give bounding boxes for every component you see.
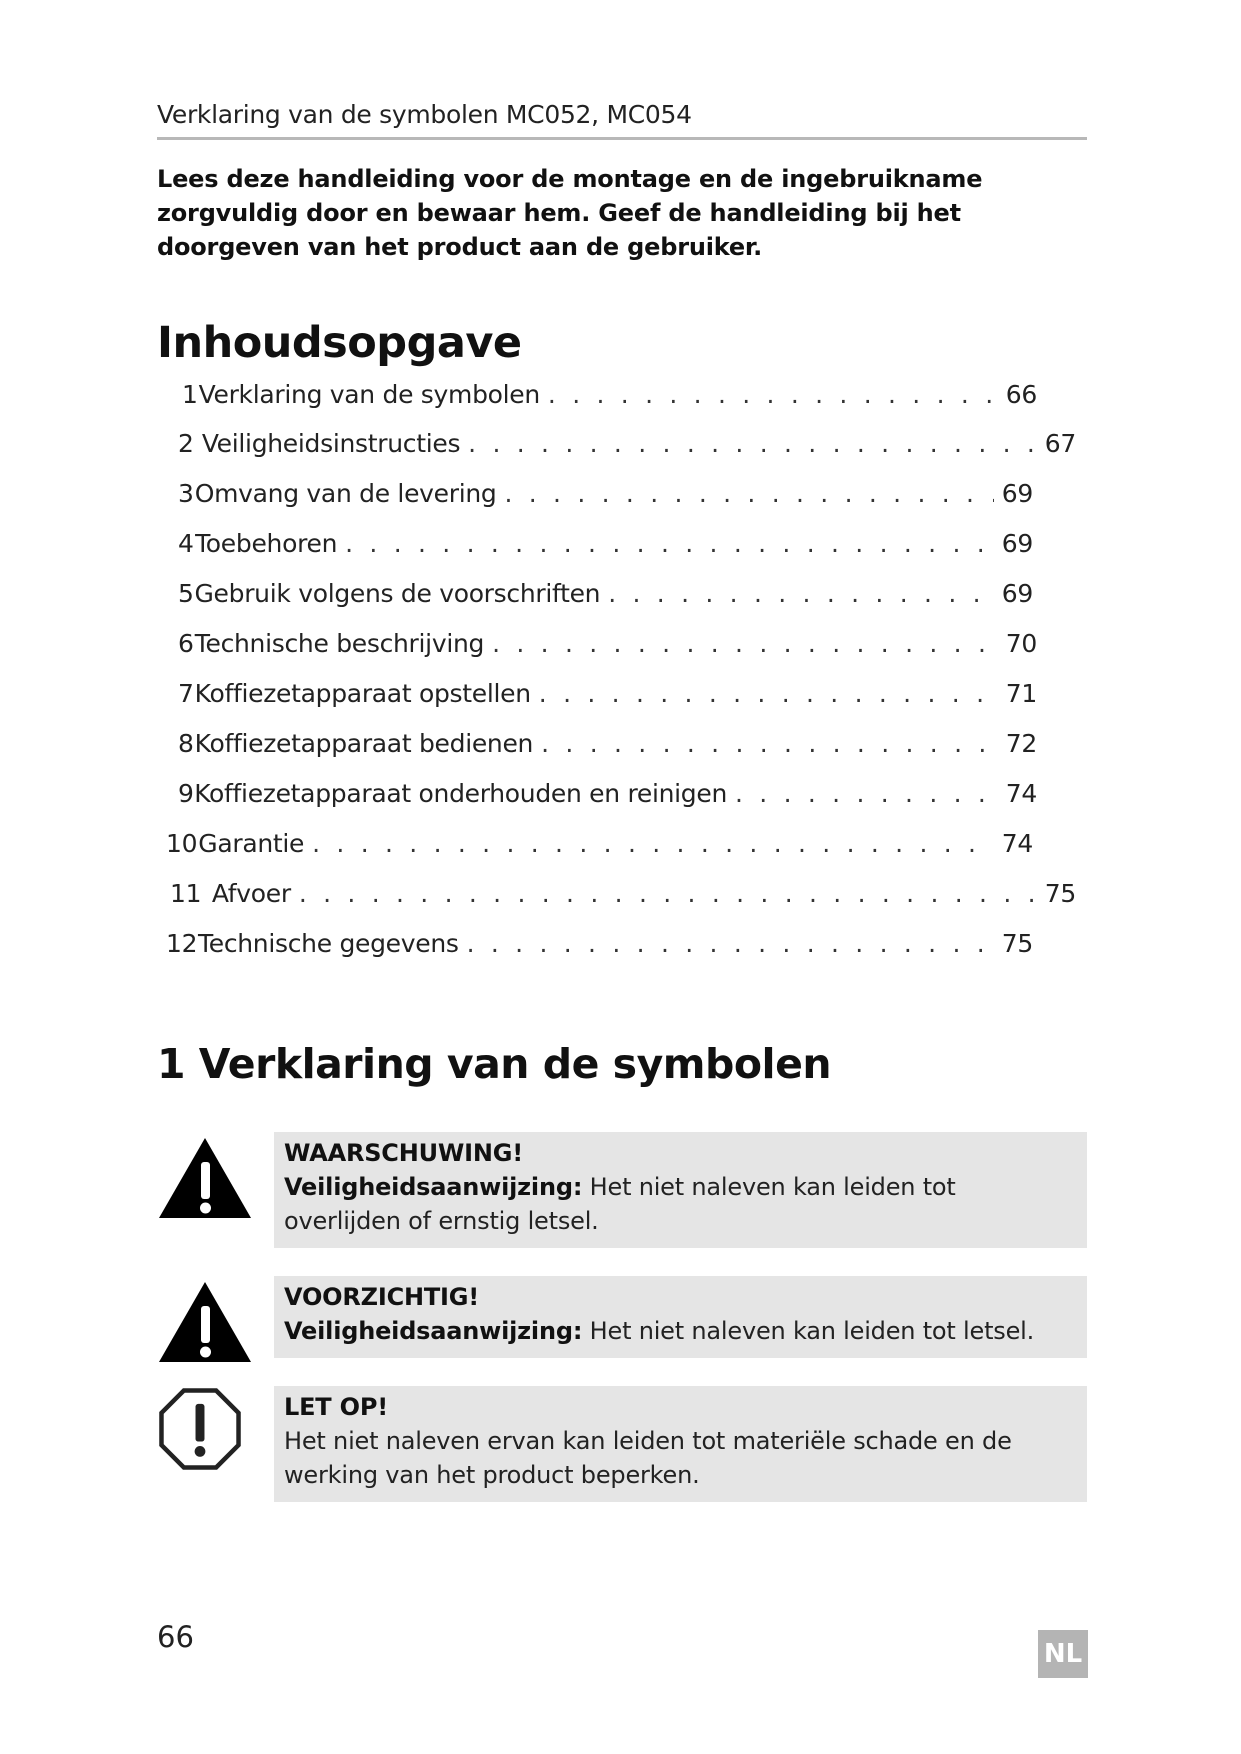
- toc-entry[interactable]: [182, 380, 1037, 420]
- toc-entry-number: 5: [178, 579, 194, 608]
- toc-entry-number: 1: [182, 380, 198, 409]
- toc-entry-title: Garantie: [198, 829, 305, 858]
- toc-entry-number: 8: [178, 729, 194, 758]
- toc-entry-page: 75: [1044, 879, 1076, 908]
- toc-leader: [504, 479, 993, 508]
- toc-entry-title: Toebehoren: [195, 529, 338, 558]
- toc-leader: [467, 929, 994, 958]
- intro-paragraph: Lees deze handleiding voor de montage en de ingebruikname zorgvuldig door en bewaar hem. Geef de handleiding bij het doorgeven van het product aan de gebruiker.: [157, 165, 983, 261]
- toc-entry[interactable]: [178, 729, 1037, 769]
- notice-text: Het niet naleven ervan kan leiden tot materiële schade en de werking van het product beperken.: [284, 1427, 1012, 1489]
- toc-entry-number: 3: [178, 479, 194, 508]
- notice-title: WAARSCHUWING!: [284, 1139, 524, 1167]
- notice-box: [274, 1276, 1087, 1358]
- toc-entry-title: Koffiezetapparaat opstellen: [194, 679, 531, 708]
- page-number: 66: [157, 1620, 194, 1654]
- toc-entry-title: Omvang van de levering: [194, 479, 497, 508]
- toc-entry-number: 11: [170, 879, 202, 908]
- warning-notice: [157, 1132, 1087, 1248]
- toc-entry-title: Technische beschrijving: [194, 629, 485, 658]
- toc-leader: [548, 380, 998, 409]
- toc-entry-title: Technische gegevens: [198, 929, 459, 958]
- toc-entry-title: Veiligheidsinstructies: [201, 429, 461, 458]
- notice-box: [274, 1386, 1087, 1502]
- toc-leader: [299, 879, 1037, 908]
- notice-title: LET OP!: [284, 1393, 388, 1421]
- notice-body: [284, 1170, 1077, 1238]
- toc-leader: [312, 829, 994, 858]
- toc-entry-number: 9: [178, 779, 194, 808]
- toc-leader: [608, 579, 994, 608]
- toc-entry-page: 75: [1001, 929, 1033, 958]
- toc-entry-number: 6: [178, 629, 194, 658]
- toc-entry-number: 12: [166, 929, 198, 958]
- toc-entry[interactable]: [178, 429, 1076, 469]
- toc-entry-page: 74: [1001, 829, 1033, 858]
- toc-entry-number: 4: [178, 529, 194, 558]
- toc-entry-page: 69: [1001, 479, 1033, 508]
- toc-entry[interactable]: [166, 929, 1033, 969]
- toc-entry-title: Koffiezetapparaat bedienen: [194, 729, 534, 758]
- toc-entry[interactable]: [178, 779, 1037, 819]
- toc-entry[interactable]: [178, 579, 1033, 619]
- notice-lead: Veiligheidsaanwijzing:: [284, 1317, 583, 1345]
- notice-title: VOORZICHTIG!: [284, 1283, 480, 1311]
- toc-heading: Inhoudsopgave: [157, 318, 522, 368]
- toc-entry-page: 67: [1044, 429, 1076, 458]
- toc-leader: [345, 529, 994, 558]
- caution-triangle-icon: [157, 1276, 253, 1372]
- notice-lead: Veiligheidsaanwijzing:: [284, 1173, 583, 1201]
- toc-entry-number: 7: [178, 679, 194, 708]
- language-badge: NL: [1038, 1630, 1088, 1678]
- toc-entry-title: Verklaring van de symbolen: [198, 380, 540, 409]
- toc-entry-number: 10: [166, 829, 198, 858]
- toc-entry[interactable]: [170, 879, 1076, 919]
- notice-body: [284, 1314, 1077, 1348]
- toc-entry-page: 69: [1001, 579, 1033, 608]
- toc-leader: [468, 429, 1037, 458]
- toc-entry-page: 69: [1001, 529, 1033, 558]
- toc-entry-title: Afvoer: [211, 879, 291, 908]
- notice-text: Het niet naleven kan leiden tot letsel.: [589, 1317, 1035, 1345]
- toc-leader: [539, 679, 998, 708]
- toc-entry-title: Gebruik volgens de voorschriften: [194, 579, 601, 608]
- caution-notice: [157, 1276, 1087, 1358]
- toc-entry-page: 71: [1005, 679, 1037, 708]
- notice-octagon-icon: [157, 1386, 243, 1472]
- notice-text: Het niet naleven kan leiden tot overlijden of ernstig letsel.: [284, 1173, 956, 1235]
- toc-entry-number: 2: [178, 429, 194, 458]
- section-heading: 1 Verklaring van de symbolen: [157, 1040, 832, 1088]
- toc-entry-title: Koffiezetapparaat onderhouden en reinigen: [194, 779, 727, 808]
- toc-entry-page: 72: [1005, 729, 1037, 758]
- toc-entry[interactable]: [178, 479, 1033, 519]
- toc-entry-page: 74: [1005, 779, 1037, 808]
- toc-entry-page: 70: [1005, 629, 1037, 658]
- toc-entry-page: 66: [1005, 380, 1037, 409]
- toc-leader: [541, 729, 998, 758]
- notice-box: [274, 1132, 1087, 1248]
- toc-entry[interactable]: [166, 829, 1033, 869]
- running-header: Verklaring van de symbolen MC052, MC054: [157, 100, 1087, 140]
- toc-entry[interactable]: [178, 529, 1033, 569]
- notice-note: [157, 1386, 1087, 1502]
- toc-leader: [492, 629, 998, 658]
- toc-entry[interactable]: [178, 679, 1037, 719]
- warning-triangle-icon: [157, 1132, 253, 1228]
- toc-leader: [735, 779, 998, 808]
- toc-entry[interactable]: [178, 629, 1037, 669]
